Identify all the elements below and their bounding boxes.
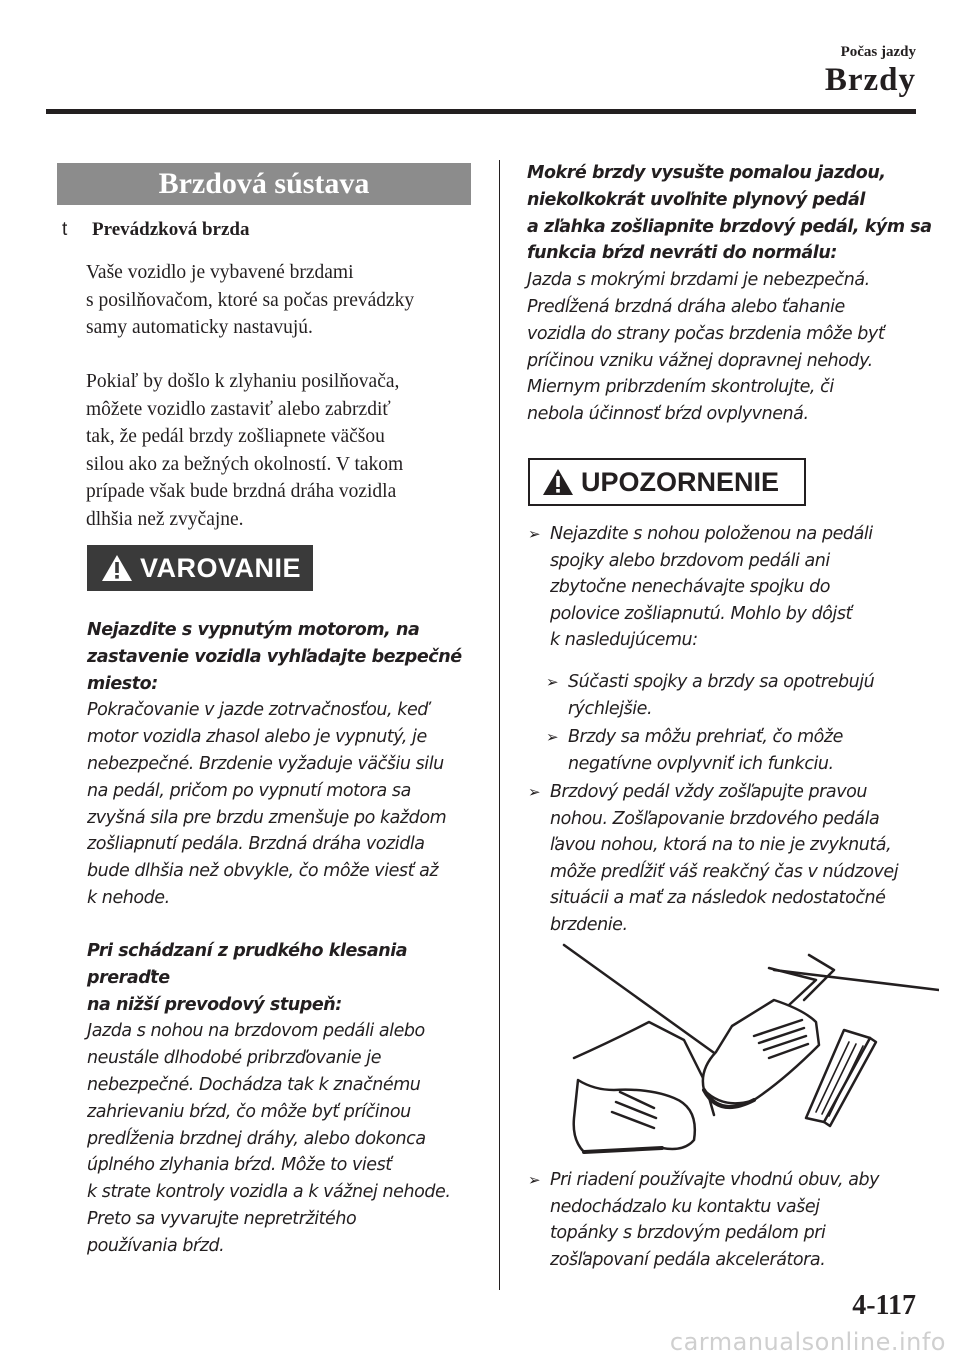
text-line: spojky alebo brzdovom pedáli ani [550,550,830,571]
left-shoe [574,1080,695,1152]
text-line: môže predĺžiť váš reakčný čas v núdzovej [550,861,899,882]
text-line: nebezpečné. Brzdenie vyžaduje väčšiu silu [87,753,444,774]
text-line: na nižší prevodový stupeň: [87,994,342,1015]
text-line: Súčasti spojky a brzdy sa opotrebujú [568,672,875,692]
text-line: používania bŕzd. [87,1235,225,1256]
text-line: niekolkokrát uvoľnite plynový pedál [527,189,865,210]
text-line: a zľahka zošliapnite brzdový pedál, kým sa [527,216,932,237]
text-line: negatívne ovplyvniť ich funkciu. [568,753,834,774]
caution-bullet-2 [528,779,935,938]
text-line: Pokiaľ by došlo k zlyhaniu posilňovača, [86,371,400,392]
text-line: zošliapnutí pedála. Brzdná dráha vozidla [87,834,425,855]
subsection-title: Prevádzková brzda [92,219,250,240]
text-line: zošľapovaní pedála akcelerátora. [550,1249,826,1270]
text-line: ľavou nohou, ktorá na to nie je zvyknutá, [550,835,892,855]
caution-bullet-3 [528,1167,935,1273]
text-line: miesto: [87,673,158,694]
bullet-arrow-icon: ➢ [528,783,541,801]
text-line: Pri riadení používajte vhodnú obuv, aby [550,1170,880,1190]
section-title: Brzdová sústava [57,163,471,205]
subsection-heading [62,219,249,241]
text-line: bude dlhšia než obvykle, čo môže viesť až [87,861,439,882]
bullet-arrow-icon: ➢ [528,1171,541,1189]
text-line: k strate kontroly vozidla a k vážnej nehode. [87,1182,451,1203]
text-line: funkcia bŕzd nevráti do normálu: [527,243,837,264]
text-line: Preto sa vyvarujte nepretržitého [87,1208,357,1229]
warning-block-3 [527,160,932,428]
floor-line [774,970,939,990]
text-line: k nasledujúcemu: [550,630,698,650]
text-line: zbytočne nenechávajte spojku do [550,577,830,597]
text-line: nebezpečné. Dochádza tak k značnému [87,1074,421,1095]
text-line: rýchlejšie. [568,698,653,719]
text-line: Jazda s mokrými brzdami je nebezpečná. [527,270,870,291]
chapter-title: Brzdy [824,62,916,98]
text-line: k nehode. [87,887,170,908]
right-shoe [703,1000,819,1103]
caution-subbullet-2 [546,724,928,777]
text-line: situácii a mať za následok nedostatočné [550,888,886,908]
text-line: zahrievaniu bŕzd, čo môže byť príčinou [87,1101,411,1122]
warning-block-1 [87,617,487,912]
text-line: Miernym pribrzdením skontrolujte, či [527,377,834,398]
bullet-arrow-icon: ➢ [528,525,541,543]
text-line: Nejazdite s vypnutým motorom, na [87,620,420,640]
text-line: samy automaticky nastavujú. [86,317,313,338]
text-line: zastavenie vozidla vyhľadajte bezpečné [87,646,462,667]
pedal-illustration [554,940,939,1165]
intro-paragraph-2 [86,368,486,533]
text-line: polovice zošliapnutú. Mohlo by dôjsť [550,603,852,624]
text-line: silou ako za bežných okolností. V takom [86,453,404,475]
caution-bullet-1 [528,521,930,654]
subsection-marker: t [62,219,68,240]
intro-paragraph-1 [86,259,486,342]
text-line: motor vozidla zhasol alebo je vypnutý, je [87,727,427,748]
caution-label-text: UPOZORNENIE [581,467,780,497]
text-line: nedochádzalo ku kontaktu vašej [550,1196,820,1217]
text-line: brzdenie. [550,914,628,935]
text-line: zvyšná sila pre brzdu zmenšuje po každom [87,807,447,828]
warning-block-2 [87,938,492,1260]
page-number: 4-117 [852,1290,916,1321]
text-line: Brzdy sa môžu prehriať, čo môže [568,727,843,747]
text-line: nohou. Zošľapovanie brzdového pedála [550,808,880,829]
warning-triangle-icon [101,554,133,582]
text-line: príčinou vzniku vážnej dopravnej nehody. [527,350,873,371]
text-line: môžete vozidlo zastaviť alebo zabrzdiť [86,398,391,420]
text-line: Predĺžená brzdná dráha alebo ťahanie [527,296,845,317]
text-line: Vaše vozidlo je vybavené brzdami [86,262,354,283]
bullet-arrow-icon: ➢ [546,728,559,746]
caution-label [528,458,806,506]
text-line: s posilňovačom, ktoré sa počas prevádzky [86,289,415,311]
text-line: neustále dlhodobé pribrzďovanie je [87,1048,382,1069]
header-rule [46,109,916,114]
text-line: Jazda s nohou na brzdovom pedáli alebo [87,1021,425,1042]
text-line: Nejazdite s nohou položenou na pedáli [550,524,873,544]
text-line: dlhšia než zvyčajne. [86,508,244,530]
text-line: Pri schádzaní z prudkého klesania preraďte [87,941,408,988]
text-line: úplného zlyhania bŕzd. Môže to viesť [87,1155,392,1176]
text-line: na pedál, pričom po vypnutí motora sa [87,780,411,801]
warning-label-text: VAROVANIE [140,553,302,583]
text-line: Mokré brzdy vysušte pomalou jazdou, [527,163,886,183]
text-line: Pokračovanie v jazde zotrvačnosťou, keď [87,700,428,721]
text-line: topánky s brzdovým pedálom pri [550,1223,826,1243]
watermark: carmanualsonline.info [669,1328,946,1356]
text-line: vozidla do strany počas brzdenia môže byť [527,323,885,344]
warning-label [87,545,313,591]
text-line: prípade však bude brzdná dráha vozidla [86,481,397,502]
text-line: nebola účinnosť bŕzd ovplyvnená. [527,404,809,425]
column-divider [499,160,500,1290]
text-line: Brzdový pedál vždy zošľapujte pravou [550,782,868,802]
chapter-subtitle: Počas jazdy [840,44,916,60]
bullet-arrow-icon: ➢ [546,673,559,691]
text-line: predĺženia brzdnej dráhy, alebo dokonca [87,1128,426,1149]
caution-subbullet-1 [546,669,928,722]
text-line: tak, že pedál brzdy zošliapnete väčšou [86,426,385,447]
caution-triangle-icon [542,468,574,496]
